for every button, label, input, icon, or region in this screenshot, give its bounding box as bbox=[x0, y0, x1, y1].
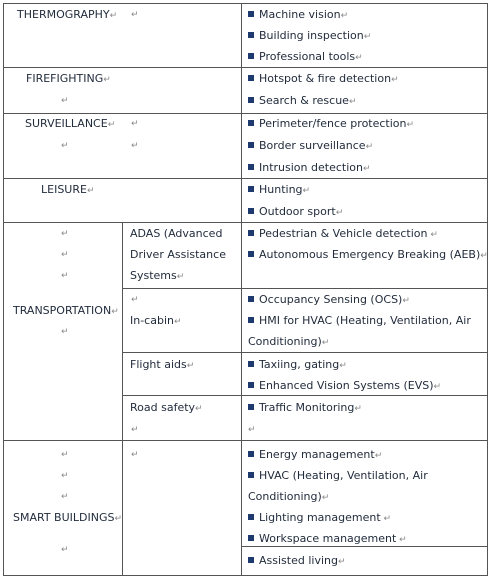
empty-cell-mark: ↵ bbox=[248, 425, 256, 435]
list-item: Machine vision↵ bbox=[248, 8, 348, 23]
empty-cell-mark: ↵ bbox=[131, 425, 139, 435]
category-label: SURVEILLANCE↵ bbox=[25, 117, 116, 130]
list-item: Autonomous Emergency Breaking (AEB)↵ bbox=[248, 248, 488, 263]
category-label: FIREFIGHTING↵ bbox=[26, 72, 111, 85]
empty-cell-mark: ↵ bbox=[131, 295, 139, 305]
list-item: Building inspection↵ bbox=[248, 29, 371, 44]
category-label: TRANSPORTATION↵ bbox=[13, 304, 119, 317]
list-item: Hunting↵ bbox=[248, 183, 310, 198]
list-item: Lighting management ↵ bbox=[248, 511, 391, 526]
list-item: Border surveillance↵ bbox=[248, 139, 373, 154]
list-item: Outdoor sport↵ bbox=[248, 205, 343, 220]
column-divider bbox=[241, 3, 242, 576]
category-label: SMART BUILDINGS↵ bbox=[13, 511, 123, 524]
row-divider bbox=[122, 352, 488, 353]
row-divider bbox=[122, 395, 488, 396]
table-border-right bbox=[487, 3, 488, 576]
category-label: LEISURE↵ bbox=[41, 183, 95, 196]
list-item: Assisted living↵ bbox=[248, 554, 346, 569]
empty-cell-mark: ↵ bbox=[131, 141, 139, 151]
empty-cell-mark: ↵ bbox=[61, 545, 69, 555]
empty-cell-mark: ↵ bbox=[61, 96, 69, 106]
subcategory-label: Systems↵ bbox=[130, 269, 185, 282]
category-label: THERMOGRAPHY↵ bbox=[17, 8, 118, 21]
list-item: HMI for HVAC (Heating, Ventilation, Air bbox=[248, 314, 471, 328]
subcategory-label: Road safety↵ bbox=[130, 401, 203, 414]
empty-cell-mark: ↵ bbox=[131, 119, 139, 129]
empty-cell-mark: ↵ bbox=[61, 327, 69, 337]
list-item: Intrusion detection↵ bbox=[248, 161, 371, 176]
empty-cell-mark: ↵ bbox=[61, 471, 69, 481]
list-item: Perimeter/fence protection↵ bbox=[248, 117, 414, 132]
empty-cell-mark: ↵ bbox=[61, 492, 69, 502]
list-item: Search & rescue↵ bbox=[248, 94, 356, 109]
list-item: Hotspot & fire detection↵ bbox=[248, 72, 399, 87]
list-item: Workspace management ↵ bbox=[248, 532, 407, 547]
row-divider bbox=[3, 440, 488, 441]
empty-cell-mark: ↵ bbox=[61, 450, 69, 460]
list-item-continuation: Conditioning)↵ bbox=[248, 335, 330, 348]
list-item: HVAC (Heating, Ventilation, Air bbox=[248, 469, 428, 483]
table-border-left bbox=[3, 3, 4, 576]
applications-table bbox=[3, 3, 488, 576]
list-item: Occupancy Sensing (OCS)↵ bbox=[248, 293, 410, 308]
list-item: Pedestrian & Vehicle detection ↵ bbox=[248, 227, 438, 242]
subcategory-label: Flight aids↵ bbox=[130, 358, 195, 371]
empty-cell-mark: ↵ bbox=[61, 229, 69, 239]
row-divider bbox=[122, 288, 488, 289]
row-divider bbox=[3, 113, 488, 114]
list-item: Professional tools↵ bbox=[248, 50, 363, 65]
list-item: Traffic Monitoring↵ bbox=[248, 401, 362, 416]
row-divider bbox=[3, 178, 488, 179]
empty-cell-mark: ↵ bbox=[61, 271, 69, 281]
empty-cell-mark: ↵ bbox=[131, 10, 139, 20]
subcategory-label: ADAS (Advanced bbox=[130, 227, 223, 240]
subcategory-label: Driver Assistance bbox=[130, 248, 226, 261]
empty-cell-mark: ↵ bbox=[61, 141, 69, 151]
table-border-top bbox=[3, 3, 488, 4]
subcategory-label: In-cabin↵ bbox=[130, 314, 182, 327]
row-divider bbox=[3, 222, 488, 223]
empty-cell-mark: ↵ bbox=[61, 250, 69, 260]
row-divider bbox=[3, 67, 488, 68]
list-item-continuation: Conditioning)↵ bbox=[248, 490, 330, 503]
column-divider bbox=[122, 222, 123, 576]
list-item: Taxiing, gating↵ bbox=[248, 358, 347, 373]
list-item: Enhanced Vision Systems (EVS)↵ bbox=[248, 379, 441, 394]
table-border-bottom bbox=[3, 575, 488, 576]
empty-cell-mark: ↵ bbox=[131, 450, 139, 460]
list-item: Energy management↵ bbox=[248, 448, 382, 463]
